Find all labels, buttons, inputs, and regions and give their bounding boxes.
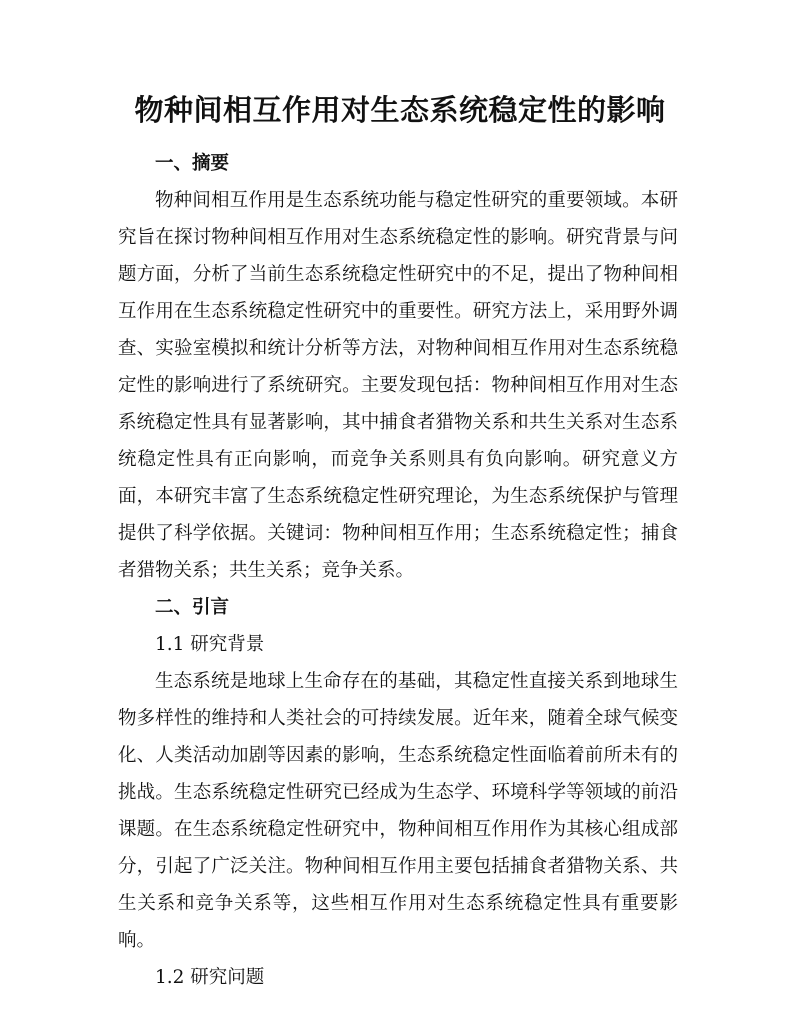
document-title: 物种间相互作用对生态系统稳定性的影响: [134, 93, 666, 127]
subsection-heading-background: 1.1 研究背景: [155, 634, 265, 655]
section-heading-introduction: 二、引言: [155, 597, 230, 618]
section-heading-abstract: 一、摘要: [155, 153, 230, 174]
background-paragraph: 生态系统是地球上生命存在的基础，其稳定性直接关系到地球生物多样性的维持和人类社会的可持续发展。近年来，随着全球气候变化、人类活动加剧等因素的影响，生态系统稳定性面临着前所未有的挑战。生态系统稳定性研究已经成为生态学、环境科学等领域的前沿课题。在生态系统稳定性研究中，物种间相互作用作为其核心组成部分，引起了广泛关注。物种间相互作用主要包括捕食者猎物关系、共生关系和竞争关系等，这些相互作用对生态系统稳定性具有重要影响。: [118, 671, 678, 951]
document-body: [118, 145, 678, 996]
abstract-paragraph: 物种间相互作用是生态系统功能与稳定性研究的重要领域。本研究旨在探讨物种间相互作用对生态系统稳定性的影响。研究背景与问题方面，分析了当前生态系统稳定性研究中的不足，提出了物种间相互作用在生态系统稳定性研究中的重要性。研究方法上，采用野外调查、实验室模拟和统计分析等方法，对物种间相互作用对生态系统稳定性的影响进行了系统研究。主要发现包括：物种间相互作用对生态系统稳定性具有显著影响，其中捕食者猎物关系和共生关系对生态系统稳定性具有正向影响，而竞争关系则具有负向影响。研究意义方面，本研究丰富了生态系统稳定性研究理论，为生态系统保护与管理提供了科学依据。关键词：物种间相互作用；生态系统稳定性；捕食者猎物关系；共生关系；竞争关系。: [118, 190, 678, 581]
subsection-heading-research-question: 1.2 研究问题: [155, 967, 265, 988]
